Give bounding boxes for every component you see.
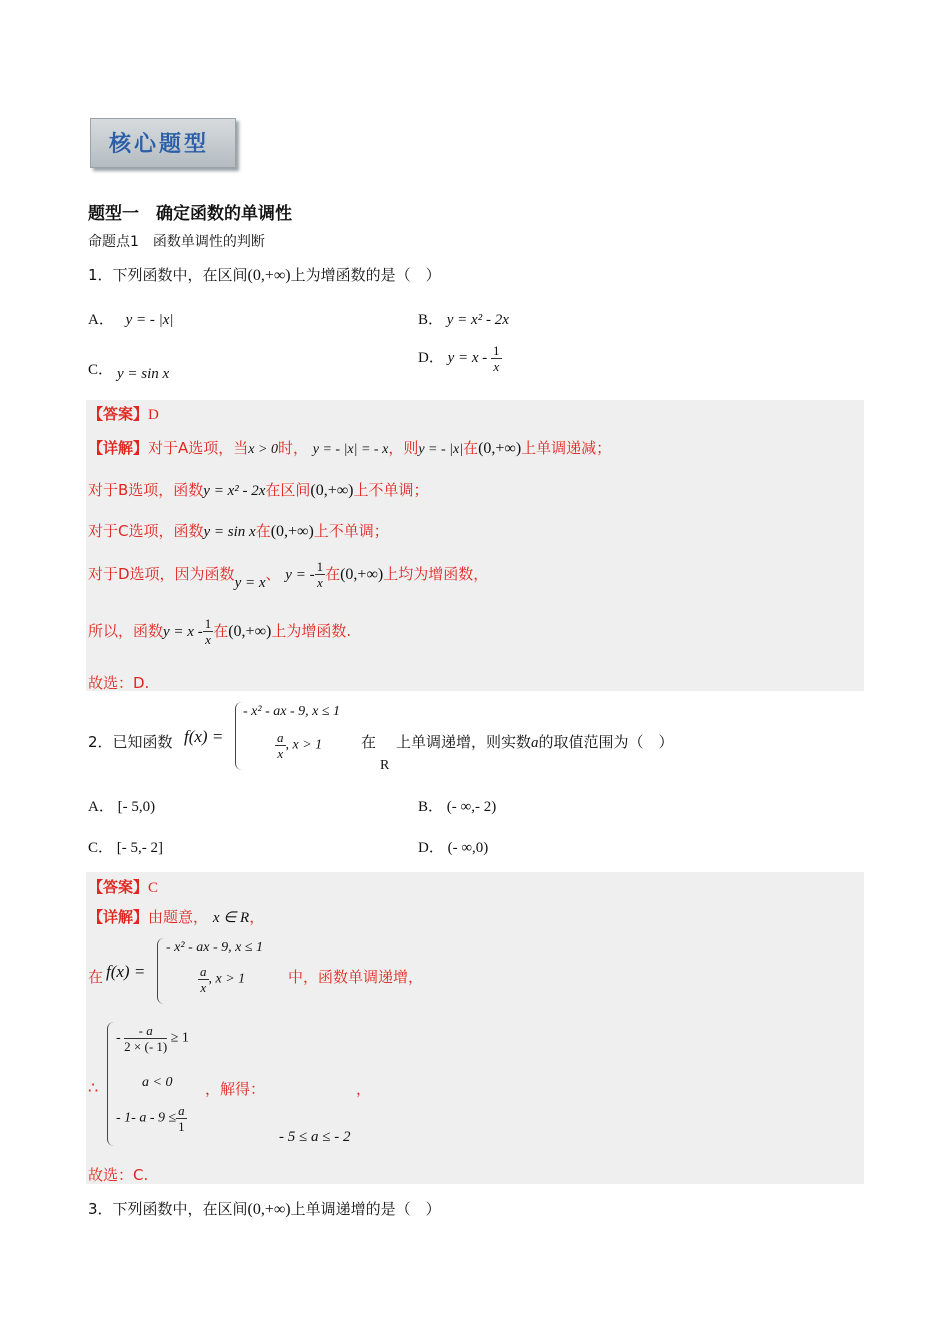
q2-option-c [88, 836, 163, 857]
q2-piecewise-brace [235, 702, 242, 770]
q1-d1-c: ，则 [388, 439, 419, 457]
q1-option-d-fraction [491, 344, 502, 373]
q3-stem-prefix: 3．下列函数中，在区间 [88, 1200, 248, 1218]
q1-d5-a: 所以，函数 [88, 622, 164, 640]
q1-detail-line2 [88, 479, 429, 500]
q2-answer [88, 876, 158, 897]
q2-system-brace [107, 1022, 114, 1146]
q1-d5-b: 在 [213, 622, 229, 640]
q2-case1: - x² - ax - 9, x ≤ 1 [243, 704, 341, 719]
q1-d2-m: y = x² - 2x [203, 483, 266, 499]
banner-title: 核心题型 [109, 132, 210, 157]
q1-d3-c: 上不单调； [313, 522, 389, 540]
q1-option-b-math: y = x² - 2x [446, 312, 509, 328]
q2-case2-fraction [275, 731, 286, 760]
q2-sys3-a: - 1- a - 9 ≤ [116, 1110, 177, 1126]
q1-d3-b: 在 [255, 522, 271, 540]
q1-d5-den: x [205, 632, 211, 647]
q2-d1-a: 由题意， [148, 908, 209, 926]
q2-solve-comma: ， [356, 1080, 372, 1098]
q2-option-c-math: [- 5,- 2] [116, 840, 163, 856]
q2-sys3-den: 1 [178, 1119, 185, 1134]
q2-sys1-rel: ≥ 1 [170, 1030, 189, 1046]
q1-d5-num: 1 [204, 616, 212, 631]
q2-option-b-label: B． [418, 799, 444, 815]
q2-sys1: - $\frac{- a}{2 \times (- 1)}$ ≥ 1 [116, 1023, 189, 1054]
q1-option-d-math: y = x - [447, 349, 488, 366]
q2-case2-num: a [277, 730, 284, 745]
q1-d5-m: y = x - [163, 624, 203, 640]
core-question-types-banner [90, 118, 236, 168]
q2-answer-tag: 【答案】 [88, 878, 149, 896]
subsection-title: 命题点1 函数单调性的判断 [88, 234, 265, 250]
q1-d5-interval: (0,+∞) [228, 623, 272, 640]
q1-d2-b: 在区间 [265, 481, 311, 499]
q1-d4-d: 上均为增函数， [383, 565, 489, 583]
q1-option-d-den: x [493, 359, 500, 374]
q1-detail-line5 [88, 617, 351, 646]
q2-sys3 [116, 1104, 187, 1133]
q2-option-a-label: A． [88, 799, 114, 815]
q1-stem [88, 264, 441, 285]
q1-d2-interval: (0,+∞) [310, 482, 354, 499]
q2-d2-a: 在 [88, 968, 104, 986]
q2-d1-m: x ∈ R [212, 910, 250, 926]
q1-d4-c: 在 [325, 565, 341, 583]
q2-option-d-math: (- ∞,0) [447, 840, 489, 856]
q1-stem-suffix: 上为增函数的是（ ） [290, 266, 441, 284]
q2-stem-zai: 在 [361, 733, 377, 751]
q1-option-b-label: B． [418, 312, 444, 328]
q1-option-a [88, 308, 174, 329]
q1-d1-d: 在 [463, 439, 479, 457]
q2-option-a [88, 795, 155, 816]
q2-stem-a: a [531, 735, 539, 751]
q2-sys1-den: 2 × (- 1) [124, 1039, 168, 1054]
q1-d5-c: 上为增函数. [271, 622, 352, 640]
q1-d1-m1: x > 0 [248, 442, 278, 457]
q1-detail-line3 [88, 520, 389, 541]
q1-option-a-label: A． [88, 312, 114, 328]
q2-stem-rest [396, 731, 674, 752]
q1-d4-m2: y = - [285, 567, 315, 583]
q2-stem-end: 的取值范围为（ ） [538, 733, 674, 751]
q1-d4-b: 、 [265, 565, 281, 583]
q2-detail-line1 [88, 906, 264, 927]
q2-answer-value: C [148, 880, 159, 896]
q1-option-a-math: y = - |x| [125, 312, 174, 328]
q1-d1-m3: y = - |x| [418, 442, 464, 457]
q2-option-d-label: D． [418, 840, 444, 856]
q2-d2-brace [157, 938, 164, 1004]
q1-d4-num: 1 [316, 559, 324, 574]
q1-answer [88, 403, 159, 424]
q2-sys3-fraction [176, 1104, 187, 1133]
section-title: 题型一 确定函数的单调性 [88, 204, 292, 224]
q2-option-b [418, 795, 496, 816]
q1-d1-e: 上单调递减； [521, 439, 612, 457]
q2-sys1-fraction [124, 1024, 167, 1053]
q1-detail-line4 [88, 560, 488, 589]
q2-option-c-label: C． [88, 840, 114, 856]
q2-therefore: ∴ [88, 1080, 99, 1097]
q2-d2-case2-den: x [200, 980, 207, 995]
q1-d3-a: 对于C选项，函数 [88, 522, 204, 540]
q2-d2-case2-cond: , x > 1 [208, 971, 246, 987]
q1-option-c-label: C． [88, 362, 114, 378]
q2-d2-case2 [198, 965, 245, 994]
q2-stem-prefix: 2．已知函数 [88, 733, 173, 751]
q1-d4-fraction [315, 560, 326, 589]
q2-d2-case1: - x² - ax - 9, x ≤ 1 [166, 940, 264, 955]
q1-d3-interval: (0,+∞) [270, 523, 314, 540]
q3-stem-suffix: 上单调递增的是（ ） [290, 1200, 441, 1218]
q2-d2-case2-fraction [198, 965, 209, 994]
q3-interval: (0,+∞) [247, 1201, 291, 1218]
q2-stem-suffix: 上单调递增，则实数 [396, 733, 532, 751]
q2-d1-b: ， [249, 908, 265, 926]
q1-d1-m2: y = - |x| = - x [312, 442, 389, 457]
q1-option-d-num: 1 [493, 343, 500, 358]
q2-result: - 5 ≤ a ≤ - 2 [279, 1129, 351, 1145]
q2-sys1-num: - a [124, 1024, 167, 1039]
q2-sys2: a < 0 [142, 1075, 173, 1090]
q1-answer-tag: 【答案】 [88, 405, 149, 423]
q2-option-a-math: [- 5,0) [117, 799, 156, 815]
q1-d5-fraction [203, 617, 214, 646]
q1-detail-line1 [88, 437, 611, 458]
q1-d4-a: 对于D选项，因为函数 [88, 565, 235, 583]
q2-option-d [418, 836, 488, 857]
q1-d1-a: 对于A选项，当 [148, 439, 249, 457]
q3-stem [88, 1198, 441, 1219]
q2-d2-case2-num: a [200, 964, 207, 979]
q1-option-d [418, 344, 502, 373]
q1-d1-b: 时， [277, 439, 308, 457]
q1-d2-a: 对于B选项，函数 [88, 481, 204, 499]
q1-interval: (0,+∞) [247, 267, 291, 284]
q2-option-b-math: (- ∞,- 2) [446, 799, 497, 815]
q2-case2 [275, 731, 322, 760]
q1-option-b [418, 308, 509, 329]
q2-solve: ，解得： [205, 1080, 266, 1098]
q1-option-d-label: D． [418, 349, 444, 366]
q2-case2-cond: , x > 1 [285, 737, 323, 753]
q1-d1-interval: (0,+∞) [478, 440, 522, 457]
q2-conclusion: 故选：C. [88, 1166, 149, 1184]
q1-answer-value: D [148, 407, 159, 423]
q2-case2-den: x [277, 746, 284, 761]
q2-stem-R: R [380, 758, 390, 773]
q1-d4-m1: y = x [234, 575, 266, 591]
q2-d2-b: 中，函数单调递增， [288, 968, 424, 986]
q1-d4-den: x [316, 575, 323, 590]
q2-d2-fx: f(x) = [106, 962, 146, 981]
q1-d4-interval: (0,+∞) [340, 566, 384, 583]
q2-sys3-num: a [178, 1103, 185, 1118]
q1-stem-prefix: 1．下列函数中，在区间 [88, 266, 248, 284]
q1-option-c-math: y = sin x [117, 366, 170, 382]
q1-conclusion: 故选：D. [88, 674, 150, 692]
q2-detail-tag: 【详解】 [88, 908, 149, 926]
q2-fx: f(x) = [184, 727, 224, 746]
q1-detail-tag: 【详解】 [88, 439, 149, 457]
q1-d2-c: 上不单调； [353, 481, 429, 499]
q1-d3-m: y = sin x [203, 524, 256, 540]
